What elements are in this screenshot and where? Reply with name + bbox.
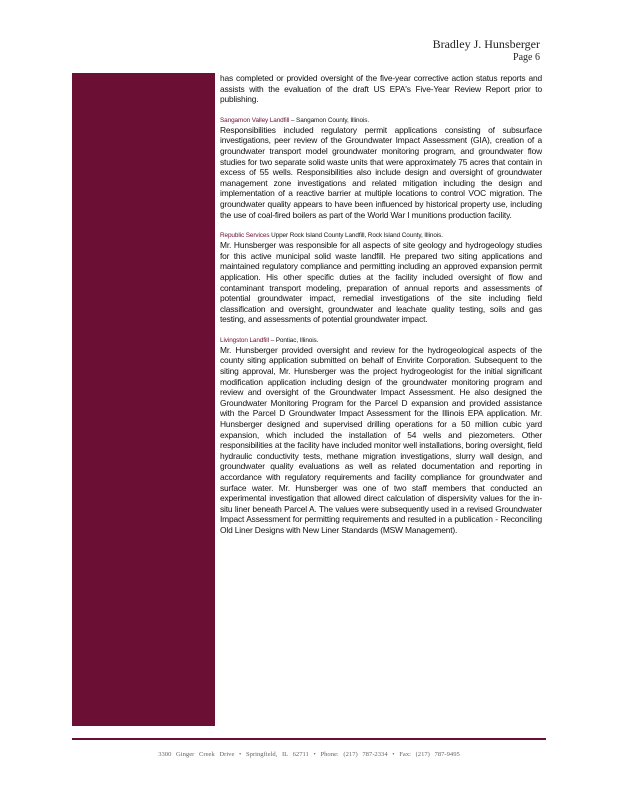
project-location: – Sangamon County, Illinois. xyxy=(289,116,370,124)
project-site-name: Livingston Landfill xyxy=(220,336,269,344)
project-site-name: Sangamon Valley Landfill xyxy=(220,116,290,124)
intro-paragraph: has completed or provided oversight of the five-year corrective action status reports and assists with the evaluation of the draft US EPA's Five-Year Review Report prior to publishing. xyxy=(220,73,542,105)
project-description: Responsibilities included regulatory permit applications consisting of subsurface investigations, peer review of the Groundwater Impact Assessment (GIA), creation of a groundwater transport model groundwater monitoring program, and groundwater flow studies for two separate solid waste units that were approximately 75 acres that contain in excess of 55 wells. Responsibilities also include design and oversight of groundwater management zone investigations and related mitigation including the design and implementation of a reactive barrier at multiple locations to control VOC migration. The groundwater quality appears to have been influenced by historical property use, including the use of coal-fired boilers as part of the World War I munitions production facility. xyxy=(220,124,542,220)
project-location: – Pontiac, Illinois. xyxy=(268,336,319,344)
project-location: Upper Rock Island County Landfill, Rock Island County, Illinois. xyxy=(269,232,443,240)
footer-divider xyxy=(72,738,546,740)
project-heading xyxy=(220,231,542,240)
project-section xyxy=(220,116,542,220)
project-heading xyxy=(220,116,542,125)
project-description: Mr. Hunsberger provided oversight and review for the hydrogeological aspects of the county siting application submitted on behalf of Envirite Corporation. Subsequent to the siting approval, Mr. Hunsberger was the project hydrogeologist for the initial significant modification application including design of the groundwater monitoring program and review and oversight of the Groundwater Impact Assessment. He also designed the Groundwater Monitoring Program for the Parcel D expansion and provided assistance with the Parcel D Groundwater Impact Assessment for the Illinois EPA application. Mr. Hunsberger designed and supervised drilling operations for a 50 million cubic yard expansion, which included the installation of 54 wells and piezometers. Other responsibilities at the facility have included monitor well installations, boring oversight, field hydraulic conductivity tests, methane migration investigations, slurry wall design, and groundwater quality evaluations as well as related documentation and reporting in accordance with regulatory requirements and facility compliance for groundwater and surface water. Mr. Hunsberger was one of two staff members that conducted an experimental investigation that allowed direct calculation of dispersivity values for the in-situ liner beneath Parcel A. The values were subsequently used in a revised Groundwater Impact Assessment for permitting requirements and resulted in a publication - Reconciling Old Liner Designs with New Liner Standards (MSW Management). xyxy=(220,344,542,535)
project-section xyxy=(220,231,542,325)
resume-body xyxy=(220,73,542,536)
project-section xyxy=(220,336,542,536)
author-name: Bradley J. Hunsberger xyxy=(432,37,540,51)
footer-contact: 3300 Ginger Creek Drive • Springfield, IL 62711 • Phone: (217) 787-2334 • Fax: (217) 787-9495 xyxy=(158,751,460,758)
sidebar-color-band xyxy=(72,73,215,726)
project-description: Mr. Hunsberger was responsible for all aspects of site geology and hydrogeology studies for this active municipal solid waste landfill. He prepared two siting applications and maintained regulatory compliance and permitting including an approved expansion permit application. His other specific duties at the facility included oversight of flow and contaminant transport modeling, preparation of annual reports and assessments of potential groundwater impact, remedial investigations of the site including field classification and oversight, groundwater and leachate quality testing, soils and gas testing, and assessments of potential groundwater impact. xyxy=(220,240,542,325)
project-heading xyxy=(220,336,542,345)
page-number: Page 6 xyxy=(513,52,540,63)
project-site-name: Republic Services xyxy=(220,232,270,240)
